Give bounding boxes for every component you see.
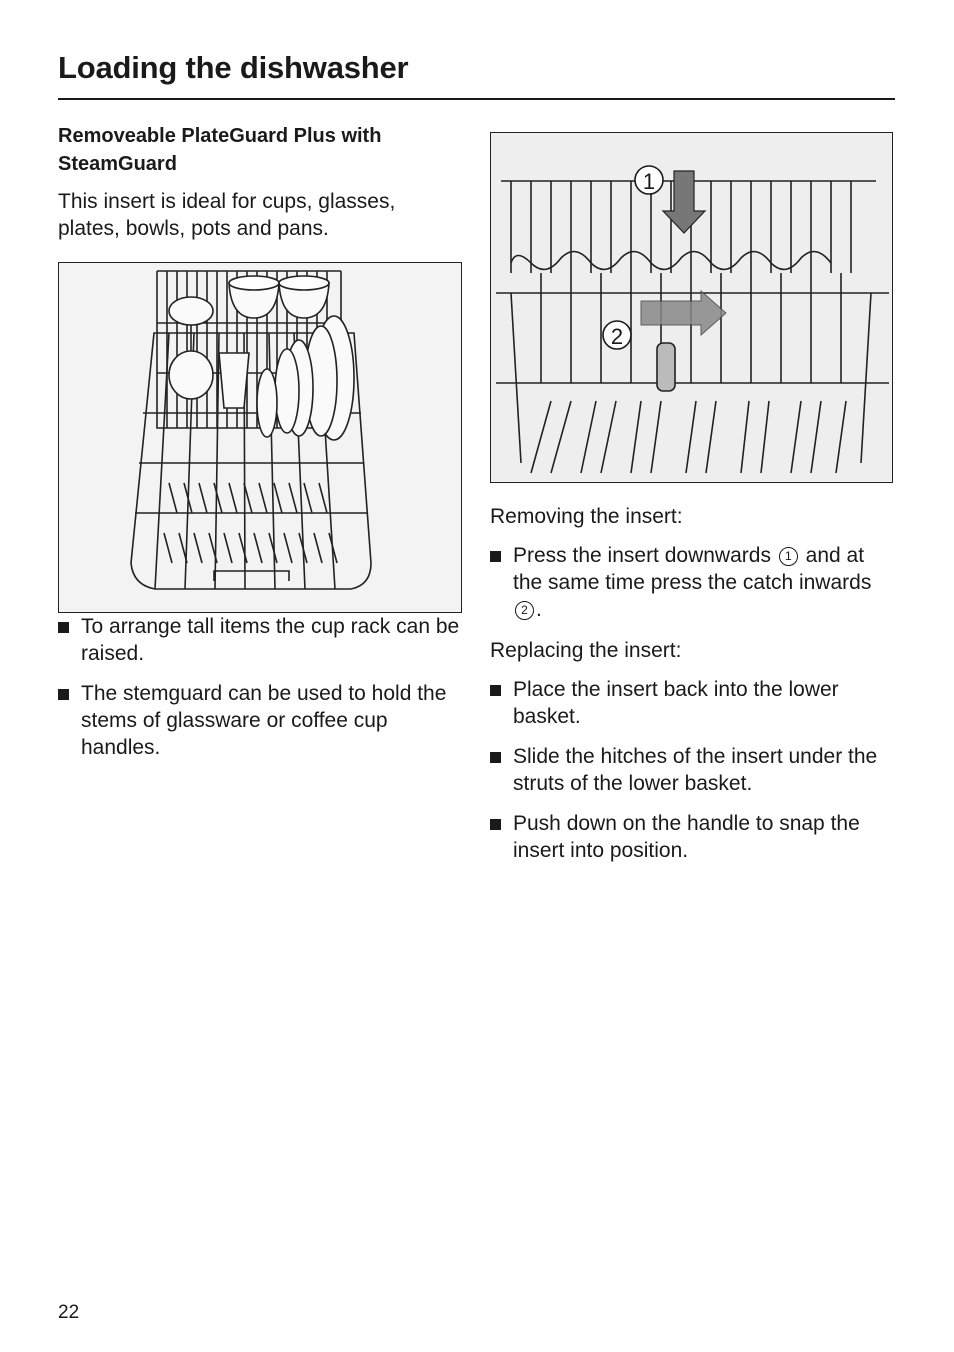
intro-paragraph: This insert is ideal for cups, glasses, plates, bowls, pots and pans.: [58, 190, 396, 240]
dishwasher-basket-illustration: [58, 262, 462, 613]
bullet-square-icon: [490, 819, 501, 830]
list-item: Place the insert back into the lower basket.: [490, 676, 894, 730]
basket-drawing: [59, 263, 460, 611]
figure-callout-1: 1: [642, 169, 656, 194]
section-subheading: Removeable PlateGuard Plus with SteamGuard: [58, 125, 382, 175]
replacing-steps-list: [490, 676, 894, 864]
list-item: Slide the hitches of the insert under the struts of the lower basket.: [490, 743, 894, 797]
insert-removal-illustration: [490, 132, 893, 483]
figure-callout-2: 2: [610, 324, 624, 349]
step-marker-2: 2: [515, 601, 534, 620]
bullet-square-icon: [490, 752, 501, 763]
step-marker-1: 1: [779, 547, 798, 566]
replacing-label: Replacing the insert:: [490, 639, 682, 662]
removing-label: Removing the insert:: [490, 505, 683, 528]
page-number: 22: [58, 1302, 80, 1323]
left-column: [58, 122, 462, 774]
insert-removal-drawing: [491, 133, 891, 481]
removing-steps-list: [490, 542, 894, 623]
list-item: Press the insert downwards 1 and at the same time press the catch inwards 2 .: [490, 542, 894, 623]
list-item: The stemguard can be used to hold the stems of glassware or coffee cup handles.: [58, 680, 462, 761]
bullet-square-icon: [58, 622, 69, 633]
list-item: Push down on the handle to snap the insert into position.: [490, 810, 894, 864]
left-bullet-list: [58, 613, 462, 761]
page-title: Loading the dishwasher: [58, 50, 409, 85]
title-rule: [58, 98, 895, 100]
bullet-square-icon: [58, 689, 69, 700]
list-item: To arrange tall items the cup rack can be raised.: [58, 613, 462, 667]
bullet-square-icon: [490, 685, 501, 696]
bullet-square-icon: [490, 551, 501, 562]
right-column: [490, 132, 894, 877]
